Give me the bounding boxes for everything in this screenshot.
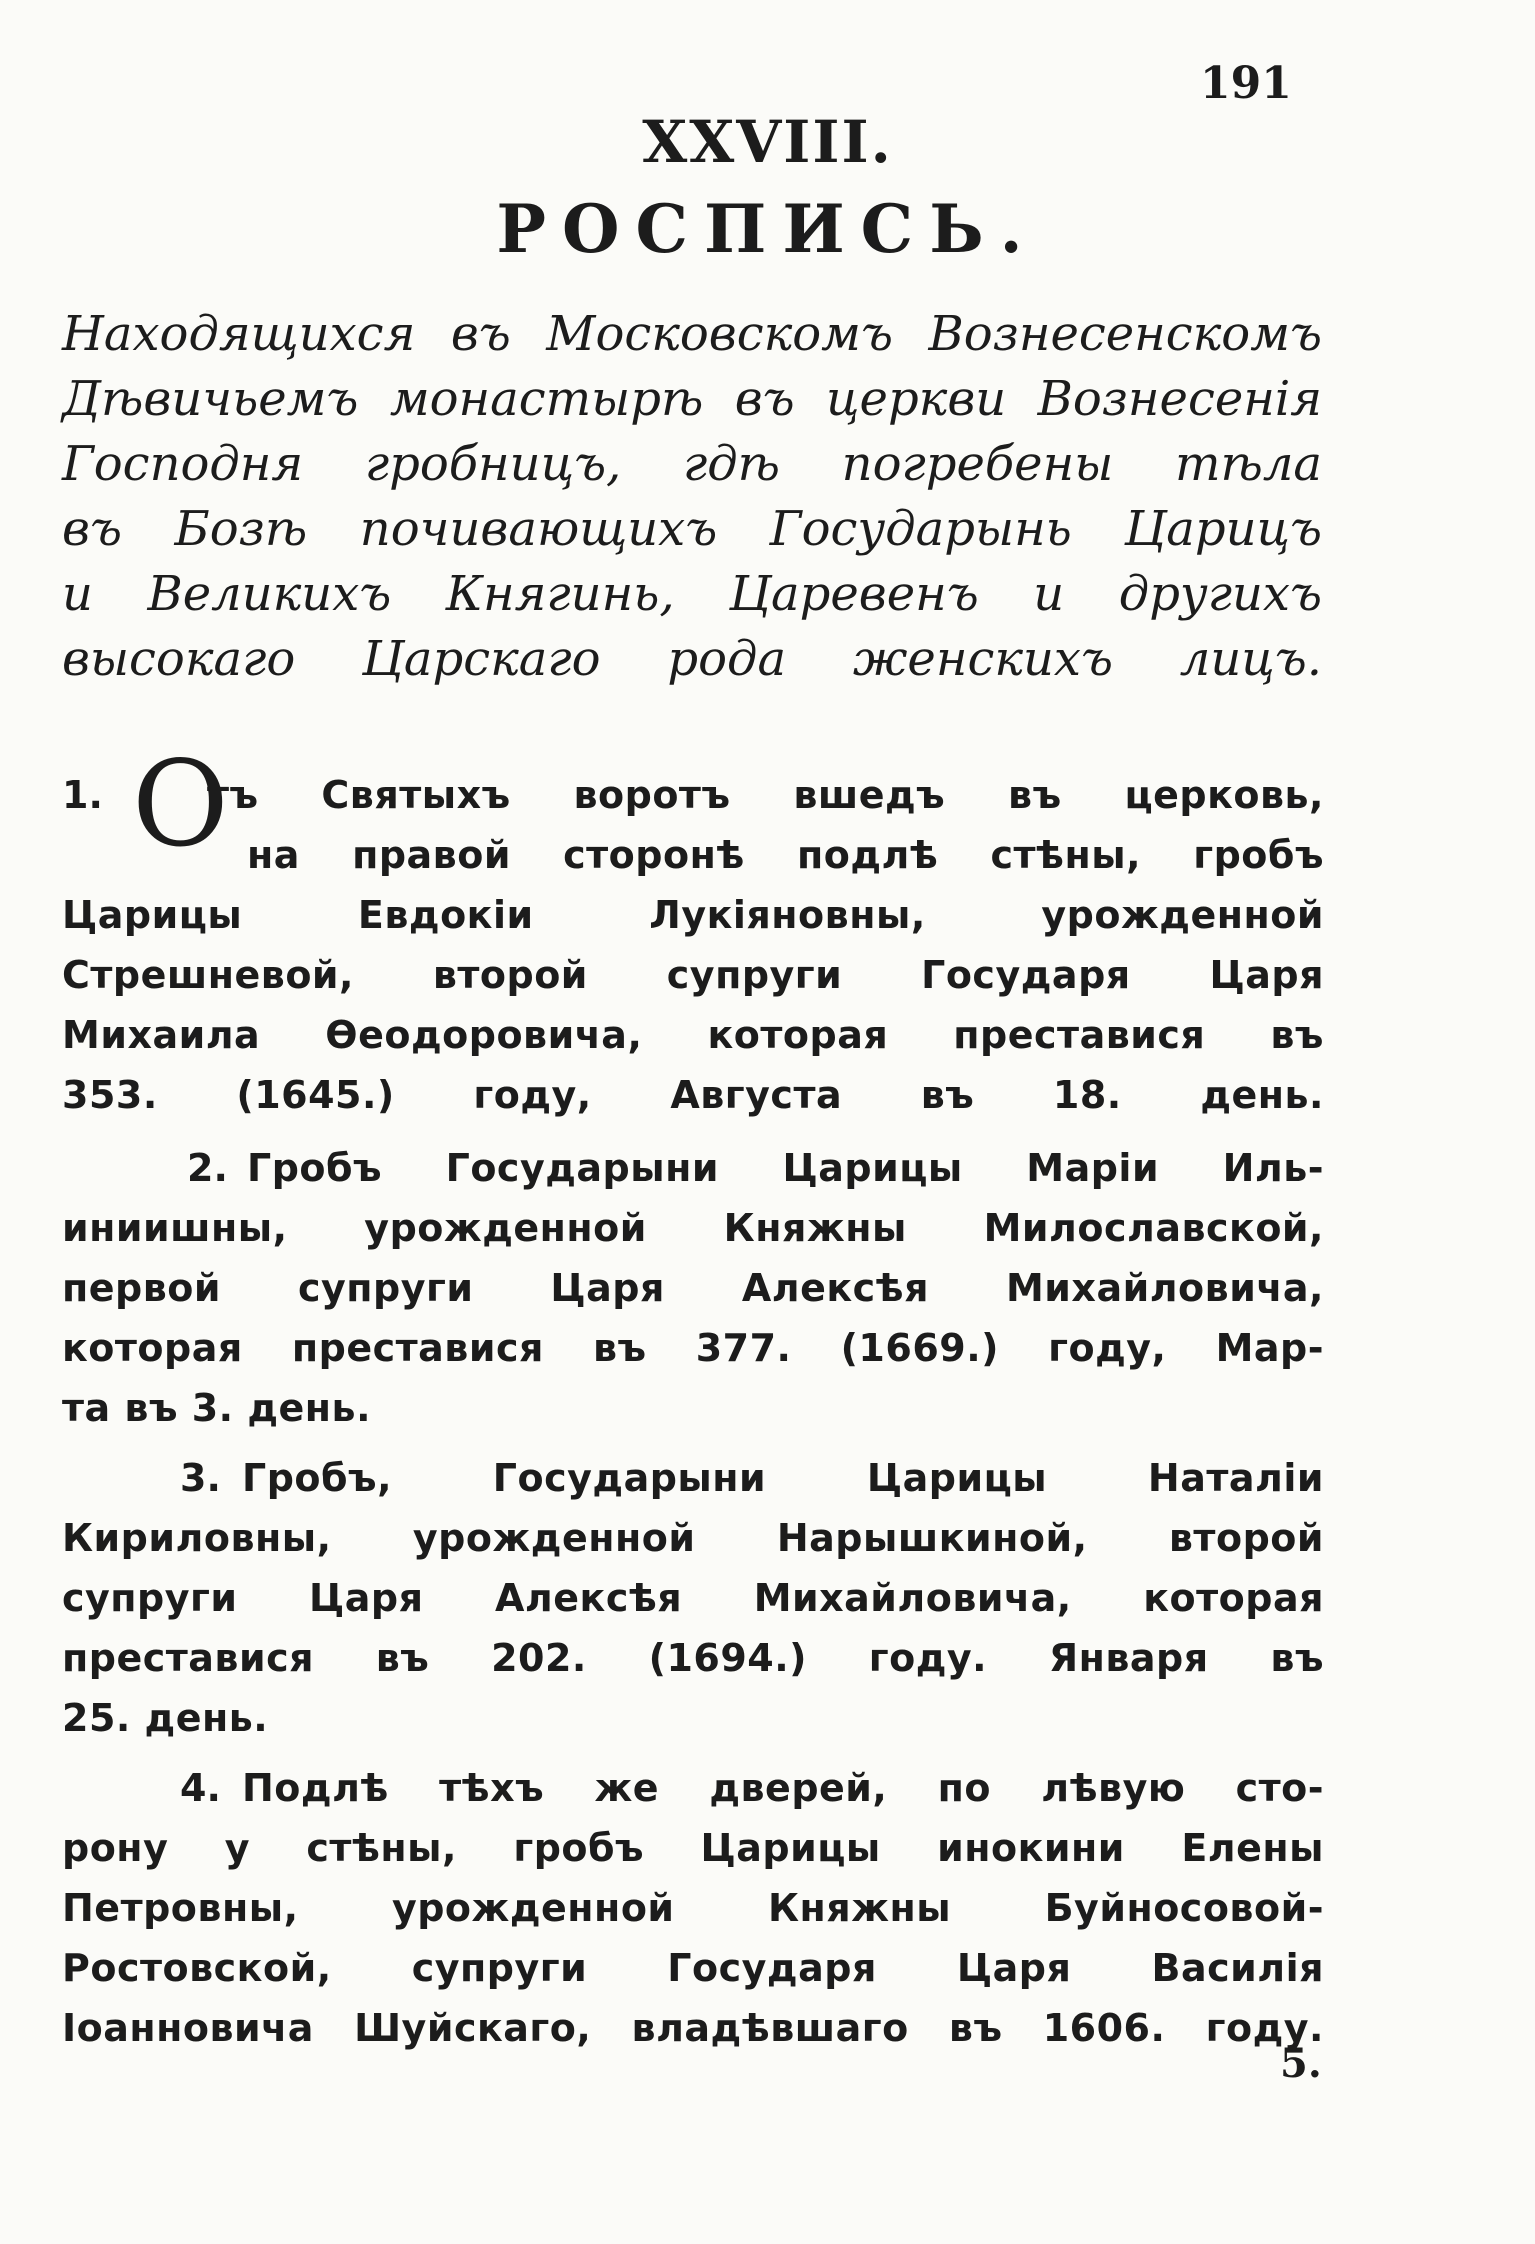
page-number: 191 — [1200, 58, 1292, 109]
entry-line: Іоанновича Шуйскаго, владѣвшаго въ 1606. году. — [62, 2006, 1324, 2050]
entry-line: 353. (1645.) году, Августа въ 18. день. — [62, 1073, 1324, 1117]
entry-line: Гробъ, Государыни Царицы Наталіи — [242, 1456, 1324, 1500]
subtitle-line: и Великихъ Княгинь, Царевенъ и другихъ — [62, 566, 1322, 622]
section-number: XXVIII. — [642, 108, 893, 176]
entry-number: 2. — [187, 1146, 228, 1190]
subtitle-block — [62, 302, 1322, 692]
entry-line: преставися въ 202. (1694.) году. Января въ — [62, 1636, 1324, 1680]
catchword: 5. — [1280, 2040, 1322, 2087]
entry-line: которая преставися въ 377. (1669.) году, Мар- — [62, 1326, 1324, 1370]
entry-line: иниишны, урожденной Княжны Милославской, — [62, 1206, 1324, 1250]
subtitle-line: Дѣвичьемъ монастырѣ въ церкви Вознесенія — [62, 371, 1322, 427]
entry-line: Гробъ Государыни Царицы Маріи Иль- — [247, 1146, 1324, 1190]
entry-line: Царицы Евдокіи Лукіяновны, урожденной — [62, 893, 1324, 937]
subtitle-line: высокаго Царскаго рода женскихъ лицъ. — [62, 631, 1322, 687]
entry-line: первой супруги Царя Алексѣя Михайловича, — [62, 1266, 1324, 1310]
entry-line: 25. день. — [62, 1696, 269, 1740]
subtitle-line: Господня гробницъ, гдѣ погребены тѣла — [62, 436, 1322, 492]
page-title: РОСПИСЬ. — [496, 190, 1039, 268]
entry-line: Петровны, урожденной Княжны Буйносовой- — [62, 1886, 1324, 1930]
entry-line: Михаила Ѳеодоровича, которая преставися въ — [62, 1013, 1324, 1057]
subtitle-line: въ Бозѣ почивающихъ Государынь Царицъ — [62, 501, 1322, 557]
subtitle-line: Находящихся въ Московскомъ Вознесенскомъ — [62, 306, 1322, 362]
entry-line: тъ Святыхъ воротъ вшедъ въ церковь, — [207, 773, 1324, 817]
entry-line: Стрешневой, второй супруги Государя Царя — [62, 953, 1324, 997]
entry-line: рону у стѣны, гробъ Царицы инокини Елены — [62, 1826, 1324, 1870]
entry-number: 4. — [180, 1766, 221, 1810]
entry-line: та въ 3. день. — [62, 1386, 372, 1430]
drop-cap: О — [132, 735, 229, 873]
entry-line: Подлѣ тѣхъ же дверей, по лѣвую сто- — [242, 1766, 1324, 1810]
entry-line: супруги Царя Алексѣя Михайловича, которая — [62, 1576, 1324, 1620]
entry-line: на правой сторонѣ подлѣ стѣны, гробъ — [247, 833, 1324, 877]
entry-number: 1. — [62, 773, 103, 817]
entry-line: Кириловны, урожденной Нарышкиной, второй — [62, 1516, 1324, 1560]
entry-line: Ростовской, супруги Государя Царя Василія — [62, 1946, 1324, 1990]
entry-number: 3. — [180, 1456, 221, 1500]
